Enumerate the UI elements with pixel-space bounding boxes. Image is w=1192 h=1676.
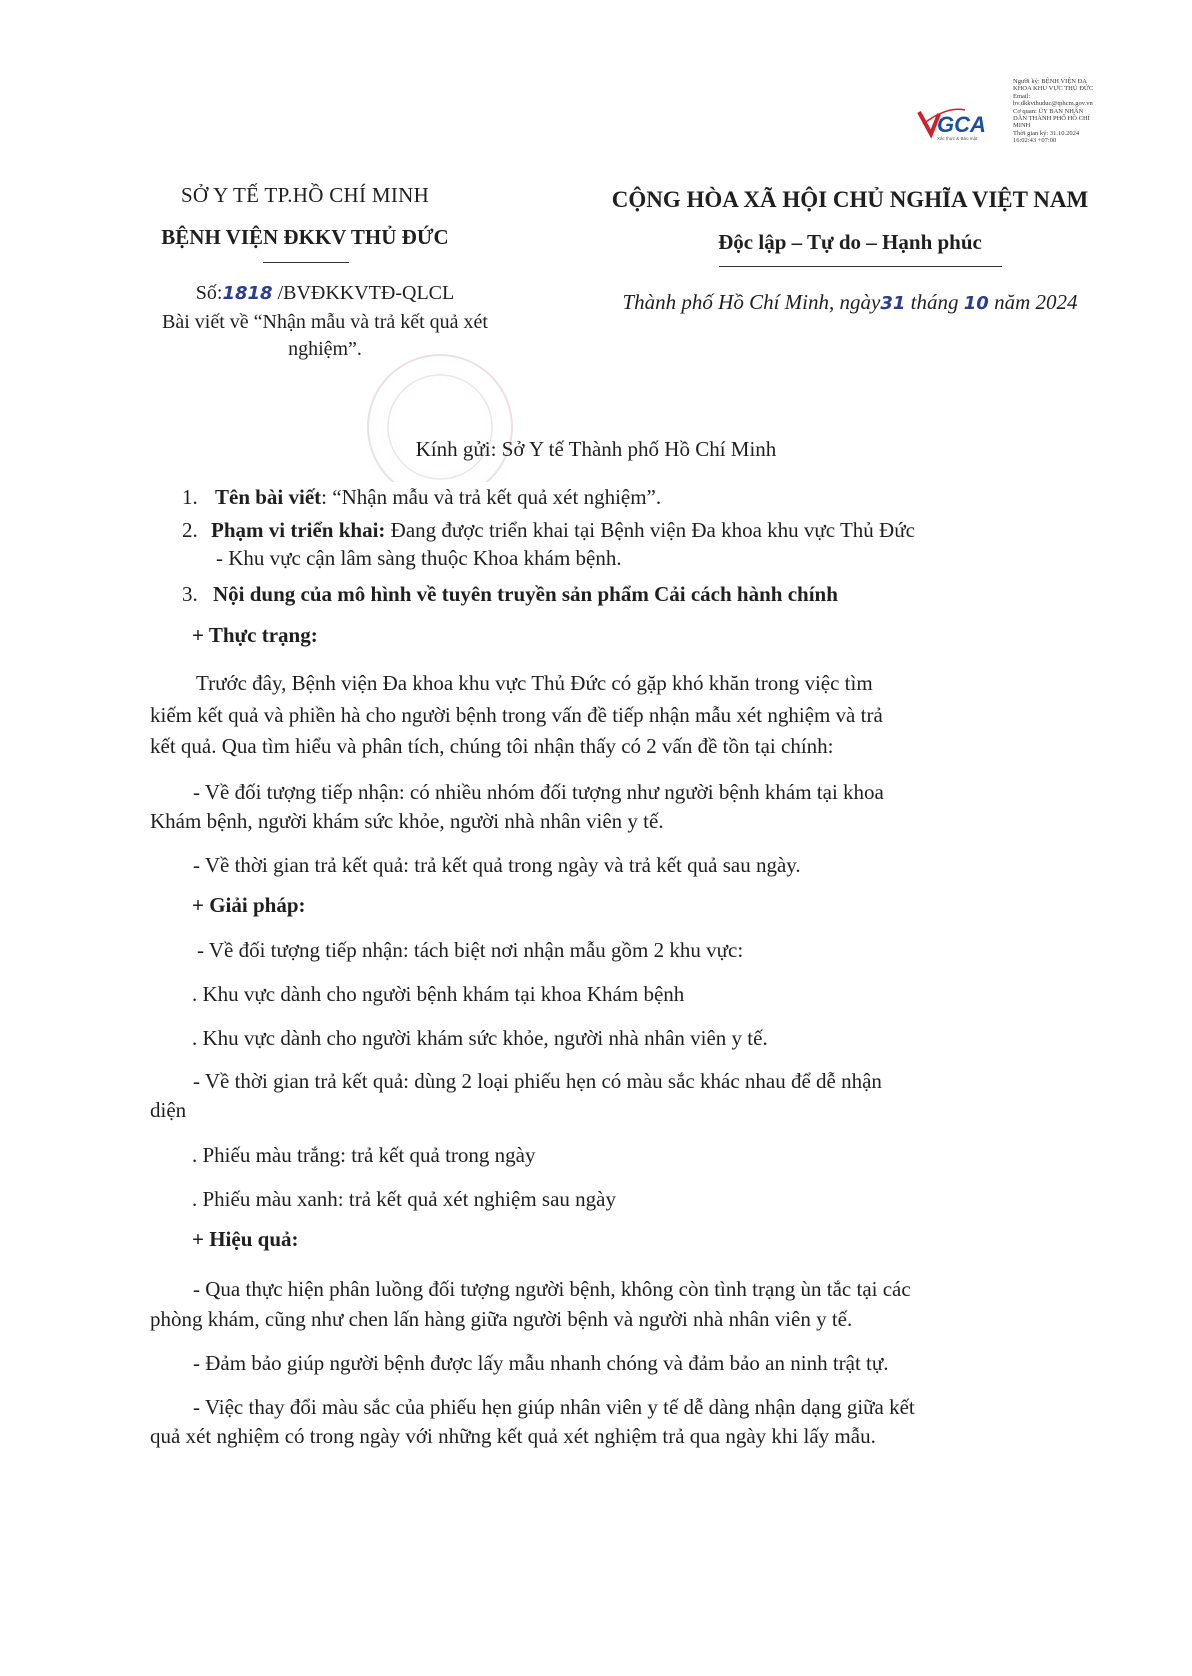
hospital-underline bbox=[263, 262, 349, 263]
paragraph-line: . Phiếu màu xanh: trả kết quả xét nghiệm sau ngày bbox=[192, 1187, 616, 1211]
item-3 bbox=[182, 581, 1082, 608]
signature-line: DÂN THÀNH PHỐ HỒ CHÍ bbox=[1013, 115, 1090, 123]
faint-seal-stamp-icon bbox=[345, 352, 535, 482]
signature-line: bv.dkkvthuduc@tphcm.gov.vn bbox=[1013, 100, 1093, 108]
agency-name: SỞ Y TẾ TP.HỒ CHÍ MINH bbox=[180, 183, 430, 207]
item-label: Phạm vi triển khai: bbox=[211, 518, 386, 542]
subject-line: Bài viết về “Nhận mẫu và trả kết quả xét bbox=[162, 311, 488, 333]
hospital-name: BỆNH VIỆN ĐKKV THỦ ĐỨC bbox=[161, 225, 449, 249]
signature-line: Thời gian ký: 31.10.2024 bbox=[1013, 129, 1080, 137]
item-2 bbox=[182, 517, 1082, 544]
doc-number-handwritten: 1818 bbox=[222, 283, 273, 304]
paragraph-line: . Khu vực dành cho người bệnh khám tại khoa Khám bệnh bbox=[192, 982, 685, 1006]
place-date: Thành phố Hồ Chí Minh, ngày31 tháng 10 năm 2024 bbox=[622, 290, 1078, 314]
paragraph-line: - Về đối tượng tiếp nhận: tách biệt nơi nhận mẫu gồm 2 khu vực: bbox=[197, 938, 744, 962]
signature-line: Người ký: BỆNH VIỆN ĐA bbox=[1013, 78, 1088, 85]
heading-effect: + Hiệu quả: bbox=[192, 1227, 299, 1251]
paragraph-line: Trước đây, Bệnh viện Đa khoa khu vực Thủ Đức có gặp khó khăn trong việc tìm bbox=[196, 671, 873, 695]
heading-solution: + Giải pháp: bbox=[192, 893, 306, 917]
paragraph-line: . Phiếu màu trắng: trả kết quả trong ngày bbox=[192, 1143, 536, 1167]
paragraph-line: kết quả. Qua tìm hiểu và phân tích, chúng tôi nhận thấy có 2 vấn đề tồn tại chính: bbox=[150, 734, 834, 758]
svg-text:GCA: GCA bbox=[937, 112, 986, 137]
paragraph-line: - Đảm bảo giúp người bệnh được lấy mẫu nhanh chóng và đảm bảo an ninh trật tự. bbox=[193, 1351, 889, 1375]
paragraph-line: diện bbox=[150, 1098, 187, 1122]
item-text: : “Nhận mẫu và trả kết quả xét nghiệm”. bbox=[321, 485, 662, 509]
item-label: Tên bài viết bbox=[215, 485, 322, 509]
item-number: 3. bbox=[182, 582, 198, 606]
motto-underline bbox=[719, 266, 1002, 267]
signature-line: Cơ quan: ỦY BAN NHÂN bbox=[1013, 107, 1084, 115]
signature-line: KHOA KHU VỰC THỦ ĐỨC bbox=[1013, 85, 1094, 93]
paragraph-line: kiếm kết quả và phiền hà cho người bệnh trong vấn đề tiếp nhận mẫu xét nghiệm và trả bbox=[150, 703, 883, 727]
item-label: Nội dung của mô hình về tuyên truyền sản phẩm Cải cách hành chính bbox=[213, 582, 838, 606]
item-number: 2. bbox=[182, 518, 198, 542]
doc-prefix: Số: bbox=[195, 282, 223, 304]
national-motto: Độc lập – Tự do – Hạnh phúc bbox=[718, 230, 982, 254]
document-number bbox=[95, 282, 555, 305]
month-handwritten: 10 bbox=[963, 293, 989, 314]
paragraph-line: - Về thời gian trả kết quả: dùng 2 loại phiếu hẹn có màu sắc khác nhau để dễ nhận bbox=[193, 1069, 882, 1093]
item-2-continued: - Khu vực cận lâm sàng thuộc Khoa khám bệnh. bbox=[216, 546, 622, 570]
item-1 bbox=[182, 484, 1082, 511]
svg-text:Xác thực & Bảo mật: Xác thực & Bảo mật bbox=[937, 136, 978, 141]
paragraph-line: - Về đối tượng tiếp nhận: có nhiều nhóm đối tượng như người bệnh khám tại khoa bbox=[193, 780, 884, 804]
paragraph-line: quả xét nghiệm có trong ngày với những kết quả xét nghiệm trả qua ngày khi lấy mẫu. bbox=[150, 1424, 876, 1448]
signature-details bbox=[1013, 78, 1133, 145]
paragraph-line: - Về thời gian trả kết quả: trả kết quả trong ngày và trả kết quả sau ngày. bbox=[193, 853, 801, 877]
signature-line: 16:02:43 +07:00 bbox=[1013, 137, 1057, 145]
paragraph-line: - Việc thay đổi màu sắc của phiếu hẹn giúp nhân viên y tế dễ dàng nhận dạng giữa kết bbox=[193, 1395, 915, 1419]
greeting: Kính gửi: Sở Y tế Thành phố Hồ Chí Minh bbox=[415, 437, 777, 461]
heading-status: + Thực trạng: bbox=[192, 623, 318, 647]
item-text: Đang được triển khai tại Bệnh viện Đa khoa khu vực Thủ Đức bbox=[385, 518, 915, 542]
country-name: CỘNG HÒA XÃ HỘI CHỦ NGHĨA VIỆT NAM bbox=[611, 187, 1089, 212]
subject-line: nghiệm”. bbox=[288, 338, 362, 360]
digital-signature bbox=[917, 74, 1177, 154]
signature-line: Email: bbox=[1013, 92, 1031, 100]
paragraph-line: phòng khám, cũng như chen lấn hàng giữa người bệnh và người nhà nhân viên y tế. bbox=[150, 1307, 853, 1331]
vgca-logo-icon bbox=[917, 104, 1007, 144]
paragraph-line: - Qua thực hiện phân luồng đối tượng người bệnh, không còn tình trạng ùn tắc tại các bbox=[193, 1277, 911, 1301]
paragraph-line: . Khu vực dành cho người khám sức khỏe, người nhà nhân viên y tế. bbox=[192, 1026, 768, 1050]
signature-line: MINH bbox=[1013, 122, 1031, 130]
day-handwritten: 31 bbox=[880, 293, 906, 314]
item-number: 1. bbox=[182, 485, 198, 509]
doc-suffix: /BVĐKKVTĐ-QLCL bbox=[277, 282, 455, 304]
paragraph-line: Khám bệnh, người khám sức khỏe, người nhà nhân viên y tế. bbox=[150, 809, 664, 833]
